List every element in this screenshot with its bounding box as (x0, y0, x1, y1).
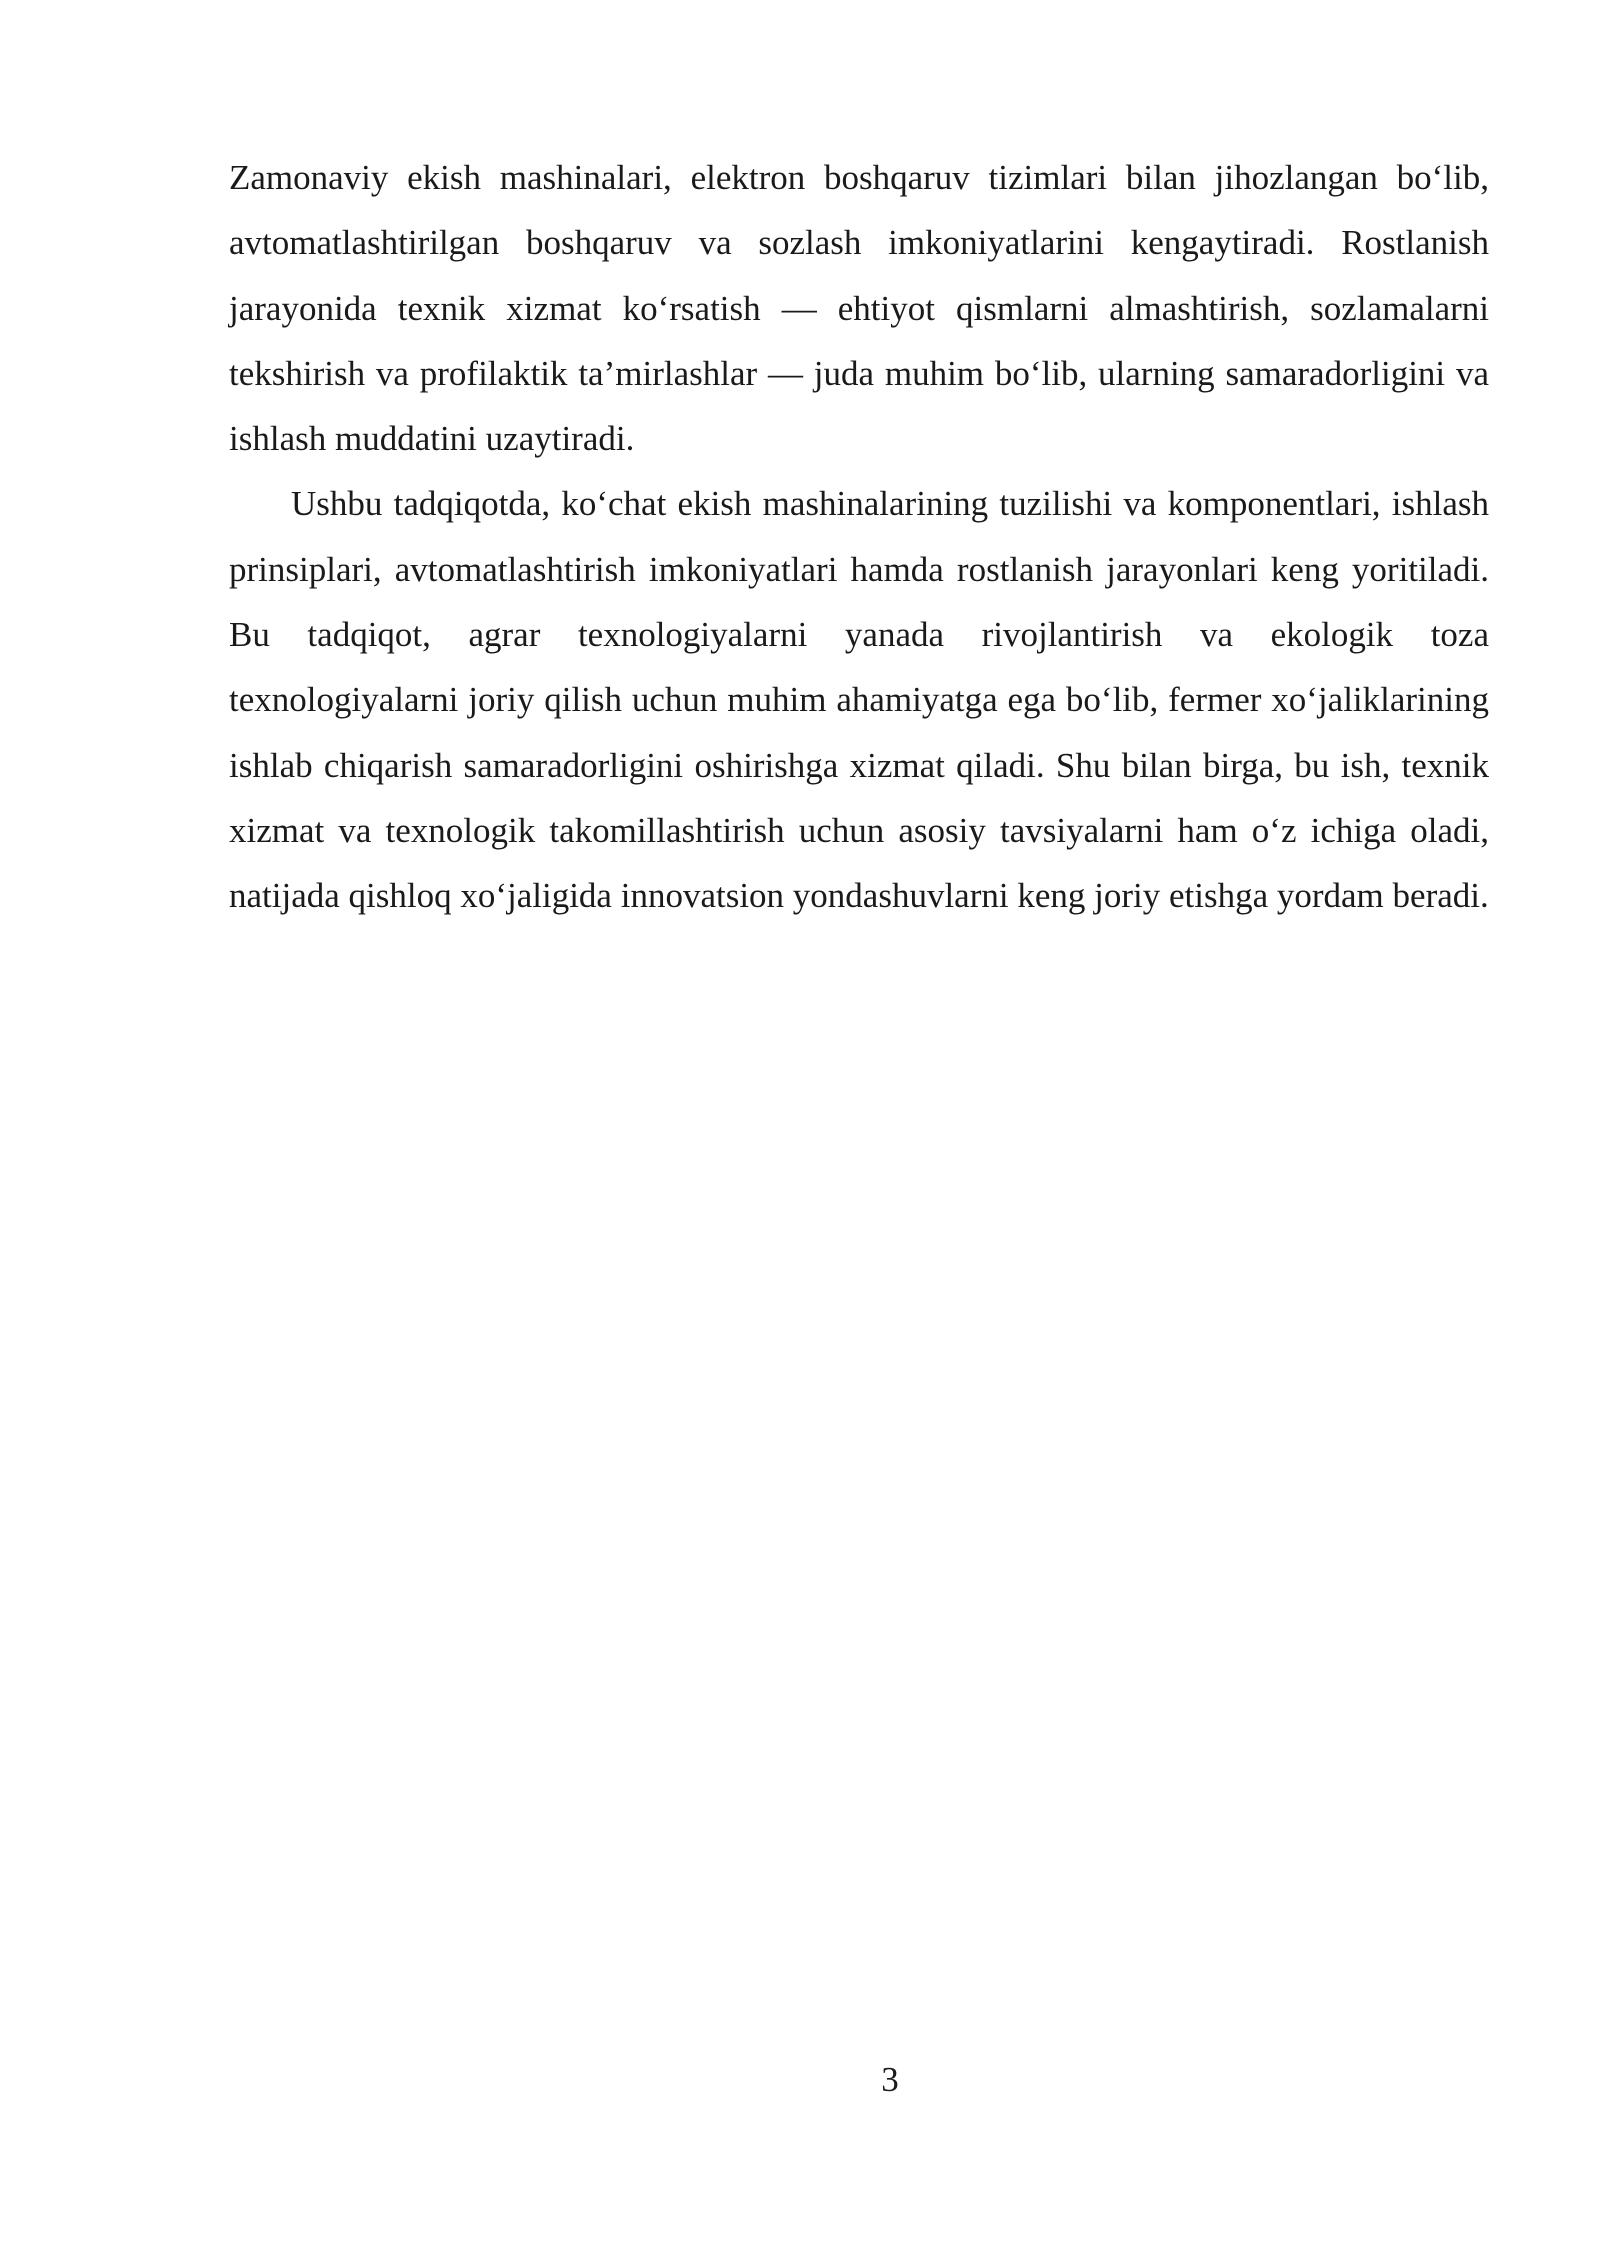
body-text (229, 145, 1489, 929)
page-number: 3 (881, 2060, 899, 2099)
paragraph-2: Ushbu tadqiqotda, ko‘chat ekish mashinalarining tuzilishi va komponentlari, ishlash prinsiplari, avtomatlashtirish imkoniyatlari hamda rostlanish jarayonlari keng yoritiladi. Bu tadqiqot, agrar texnologiyalarni yanada rivojlantirish va ekologik toza texnologiyalarni joriy qilish uchun muhim ahamiyatga ega bo‘lib, fermer xo‘jaliklarining ishlab chiqarish samaradorligini oshirishga xizmat qiladi. Shu bilan birga, bu ish, texnik xizmat va texnologik takomillashtirish uchun asosiy tavsiyalarni ham o‘z ichiga oladi, natijada qishloq xo‘jaligida innovatsion yondashuvlarni keng joriy etishga yordam beradi. (229, 484, 1489, 916)
paragraph-1: Zamonaviy ekish mashinalari, elektron boshqaruv tizimlari bilan jihozlangan bo‘lib, avtomatlashtirilgan boshqaruv va sozlash imkoniyatlarini kengaytiradi. Rostlanish jarayonida texnik xizmat ko‘rsatish — ehtiyot qismlarni almashtirish, sozlamalarni tekshirish va profilaktik ta’mirlashlar — juda muhim bo‘lib, ularning samaradorligini va ishlash muddatini uzaytiradi. (229, 158, 1489, 459)
